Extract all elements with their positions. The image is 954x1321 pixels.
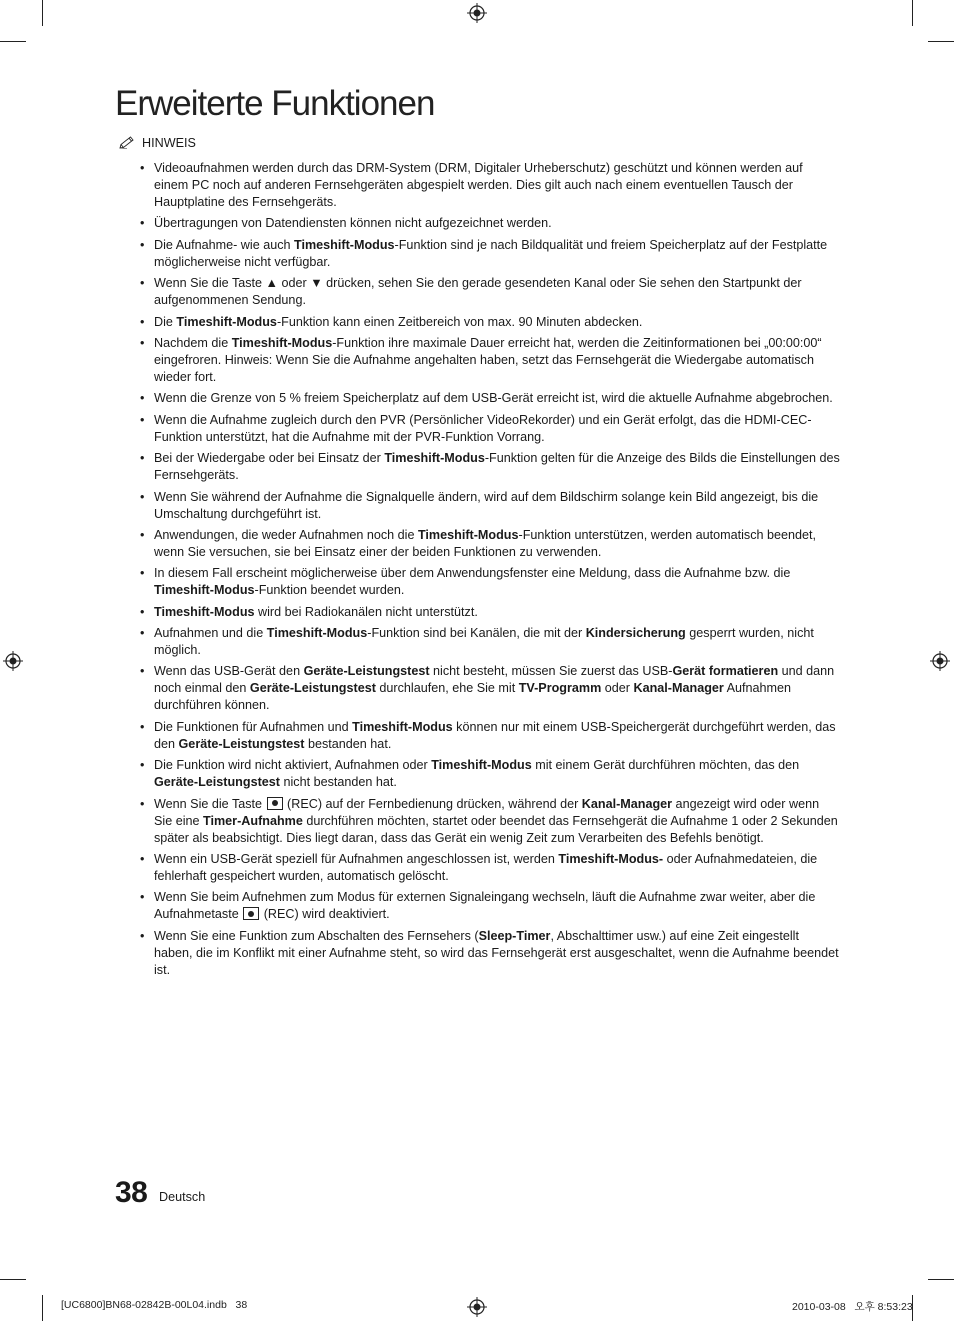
page-title: Erweiterte Funktionen bbox=[115, 84, 435, 123]
list-item bbox=[154, 335, 840, 386]
list-item bbox=[154, 390, 840, 407]
list-item bbox=[154, 314, 840, 331]
rec-button-icon bbox=[243, 907, 259, 920]
text-run: mit einem Gerät durchführen möchten, das den bbox=[531, 758, 800, 773]
text-run: Die bbox=[154, 314, 177, 329]
registration-mark-icon bbox=[930, 651, 950, 671]
text-run: und dann noch einmal den bbox=[154, 664, 835, 696]
text-run: Wenn ein USB-Gerät speziell für Aufnahmen angeschlossen ist, werden bbox=[154, 852, 559, 867]
bold-term: Timeshift-Modus bbox=[417, 527, 519, 542]
text-run: Die Funktion wird nicht aktiviert, Aufnahmen oder bbox=[154, 758, 432, 773]
text-run: bestanden hat. bbox=[304, 736, 392, 751]
text-run: nicht bestanden hat. bbox=[279, 775, 397, 790]
text-run: Übertragungen von Datendiensten können nicht aufgezeichnet werden. bbox=[154, 216, 552, 231]
text-run: Bei der Wiedergabe oder bei Einsatz der bbox=[154, 451, 385, 466]
text-run: Wenn die Grenze von 5 % freiem Speicherplatz auf dem USB-Gerät erreicht ist, wird die aktuelle Aufnahme abgebrochen. bbox=[154, 391, 833, 406]
note-header bbox=[118, 136, 196, 150]
text-run: Wenn die Aufnahme zugleich durch den PVR (Persönlicher VideoRekorder) und ein Gerät erfolgt, das die HDMI-CEC-Funktion unterstützt, hat die Aufnahme mit der PVR-Funktion Vorrang. bbox=[154, 412, 812, 444]
bold-term: Geräte-Leistungstest bbox=[303, 664, 430, 679]
note-label: HINWEIS bbox=[142, 136, 196, 150]
text-run: (REC) wird deaktiviert. bbox=[260, 907, 390, 922]
bold-term: Timeshift-Modus bbox=[266, 626, 368, 641]
text-run: oder bbox=[601, 681, 634, 696]
list-item bbox=[154, 928, 840, 979]
list-item bbox=[154, 565, 840, 599]
bold-term: Timeshift-Modus bbox=[352, 719, 453, 734]
crop-mark bbox=[0, 1279, 26, 1280]
bold-term: Timeshift-Modus bbox=[176, 314, 277, 329]
list-item bbox=[154, 851, 840, 885]
bold-term: Timeshift-Modus- bbox=[558, 852, 664, 867]
text-run: -Funktion beendet wurden. bbox=[254, 583, 405, 598]
bold-term: Timeshift-Modus bbox=[154, 583, 255, 598]
list-item bbox=[154, 625, 840, 659]
registration-mark-icon bbox=[467, 1297, 487, 1317]
print-file-info: [UC6800]BN68-02842B-00L04.indb 38 bbox=[61, 1299, 248, 1311]
text-run: Wenn das USB-Gerät den bbox=[154, 664, 304, 679]
pencil-note-icon bbox=[118, 136, 138, 150]
text-run: -Funktion sind bei Kanälen, die mit der bbox=[367, 626, 586, 641]
bold-term: Geräte-Leistungstest bbox=[249, 681, 376, 696]
list-item bbox=[154, 215, 840, 232]
list-item bbox=[154, 604, 840, 621]
bold-term: TV-Programm bbox=[518, 681, 602, 696]
list-item bbox=[154, 889, 840, 923]
page-number: 38 bbox=[115, 1176, 148, 1209]
crop-mark bbox=[928, 1279, 954, 1280]
text-run: Wenn Sie während der Aufnahme die Signalquelle ändern, wird auf dem Bildschirm solange kein Bild angezeigt, bis die Umschaltung durchgeführt ist. bbox=[154, 489, 819, 521]
text-run: Die Aufnahme- wie auch bbox=[154, 237, 295, 252]
list-item bbox=[154, 796, 840, 847]
text-run: , Abschalttimer usw.) auf eine Zeit eingestellt haben, die im Konflikt mit einer Aufnahme steht, so wird das Fernsehgerät erst ausgeschaltet, wenn die Aufnahme beendet ist. bbox=[154, 928, 839, 977]
text-run: Aufnahmen durchführen können. bbox=[154, 681, 792, 713]
list-item bbox=[154, 663, 840, 714]
bold-term: Timeshift-Modus bbox=[384, 451, 485, 466]
crop-mark bbox=[912, 0, 913, 26]
text-run: können nur mit einem USB-Speichergerät durchgeführt werden, das den bbox=[154, 719, 836, 751]
text-run: -Funktion unterstützen, werden automatisch beendet, wenn Sie versuchen, sie bei Einsatz einer der beiden Funktionen zu verwenden. bbox=[154, 527, 817, 559]
list-item bbox=[154, 275, 840, 309]
text-run: Wenn Sie beim Aufnehmen zum Modus für externen Signaleingang wechseln, läuft die Aufnahme zwar weiter, aber die Aufnahmetaste bbox=[154, 890, 816, 922]
list-item bbox=[154, 489, 840, 523]
bold-term: Gerät formatieren bbox=[672, 664, 779, 679]
bold-term: Kanal-Manager bbox=[581, 796, 673, 811]
list-item bbox=[154, 450, 840, 484]
text-run: gesperrt wurden, nicht möglich. bbox=[154, 626, 814, 658]
text-run: -Funktion kann einen Zeitbereich von max. 90 Minuten abdecken. bbox=[276, 314, 643, 329]
rec-button-icon bbox=[267, 797, 283, 810]
crop-mark bbox=[928, 41, 954, 42]
bold-term: Sleep-Timer bbox=[478, 928, 551, 943]
note-bullet-list bbox=[154, 160, 840, 983]
text-run: wird bei Radiokanälen nicht unterstützt. bbox=[254, 604, 478, 619]
crop-mark bbox=[42, 0, 43, 26]
list-item bbox=[154, 412, 840, 446]
text-run: Nachdem die bbox=[154, 335, 232, 350]
bold-term: Geräte-Leistungstest bbox=[178, 736, 305, 751]
text-run: Videoaufnahmen werden durch das DRM-System (DRM, Digitaler Urheberschutz) geschützt und können werden auf einem PC noch auf anderen Fernsehgeräten abgespielt werden. Dies gilt auch nach einem eventuellen Tausch der Hauptplatine des Fernsehgeräts. bbox=[154, 161, 803, 209]
list-item bbox=[154, 719, 840, 753]
list-item bbox=[154, 757, 840, 791]
bold-term: Timeshift-Modus bbox=[294, 237, 395, 252]
text-run: In diesem Fall erscheint möglicherweise über dem Anwendungsfenster eine Meldung, dass die Aufnahme bzw. die bbox=[154, 566, 791, 581]
text-run: angezeigt wird oder wenn Sie eine bbox=[154, 796, 820, 828]
bold-term: Kanal-Manager bbox=[633, 681, 724, 696]
page-language: Deutsch bbox=[159, 1190, 206, 1204]
text-run: Wenn Sie eine Funktion zum Abschalten des Fernsehers ( bbox=[154, 928, 479, 943]
registration-mark-icon bbox=[3, 651, 23, 671]
text-run: -Funktion ihre maximale Dauer erreicht hat, werden die Zeitinformationen bei „00:00:00“ eingefroren. Hinweis: Wenn Sie die Aufnahme angehalten haben, setzt das Fernsehgerät die Wiedergabe automatisch wieder fort. bbox=[154, 335, 822, 384]
bold-term: Geräte-Leistungstest bbox=[154, 775, 280, 790]
text-run: durchlaufen, ehe Sie mit bbox=[375, 681, 519, 696]
bold-term: Kindersicherung bbox=[585, 626, 686, 641]
text-run: oder Aufnahmedateien, die fehlerhaft gespeichert wurden, automatisch gelöscht. bbox=[154, 852, 818, 884]
print-date: 2010-03-08 오후 8:53:23 bbox=[792, 1301, 913, 1313]
text-run: -Funktion gelten für die Anzeige des Bilds die Einstellungen des Fernsehgeräts. bbox=[154, 451, 840, 483]
bold-term: Timeshift-Modus bbox=[431, 758, 532, 773]
text-run: Aufnahmen und die bbox=[154, 626, 267, 641]
text-run: nicht besteht, müssen Sie zuerst das USB- bbox=[429, 664, 673, 679]
text-run: Anwendungen, die weder Aufnahmen noch die bbox=[154, 527, 418, 542]
registration-mark-icon bbox=[467, 3, 487, 23]
text-run: durchführen möchten, startet oder beendet das Fernsehgerät die Aufnahme 1 oder 2 Sekunden später als beabsichtigt. Dies liegt daran, dass das Gerät ein wenig Zeit zum Verarbeiten des Befehls benötigt. bbox=[154, 813, 838, 845]
text-run: Wenn Sie die Taste bbox=[154, 796, 266, 811]
bold-term: Timeshift-Modus bbox=[231, 335, 333, 350]
bold-term: Timeshift-Modus bbox=[154, 604, 255, 619]
crop-mark bbox=[42, 1295, 43, 1321]
list-item bbox=[154, 237, 840, 271]
list-item bbox=[154, 527, 840, 561]
text-run: Die Funktionen für Aufnahmen und bbox=[154, 719, 353, 734]
bold-term: Timer-Aufnahme bbox=[203, 813, 303, 828]
crop-mark bbox=[0, 41, 26, 42]
list-item bbox=[154, 160, 840, 211]
text-run: Wenn Sie die Taste ▲ oder ▼ drücken, sehen Sie den gerade gesendeten Kanal oder Sie sehen den Startpunkt der aufgenommenen Sendung. bbox=[154, 276, 802, 308]
text-run: -Funktion sind je nach Bildqualität und freiem Speicherplatz auf der Festplatte möglicherweise nicht verfügbar. bbox=[154, 237, 828, 269]
text-run: (REC) auf der Fernbedienung drücken, während der bbox=[283, 796, 582, 811]
